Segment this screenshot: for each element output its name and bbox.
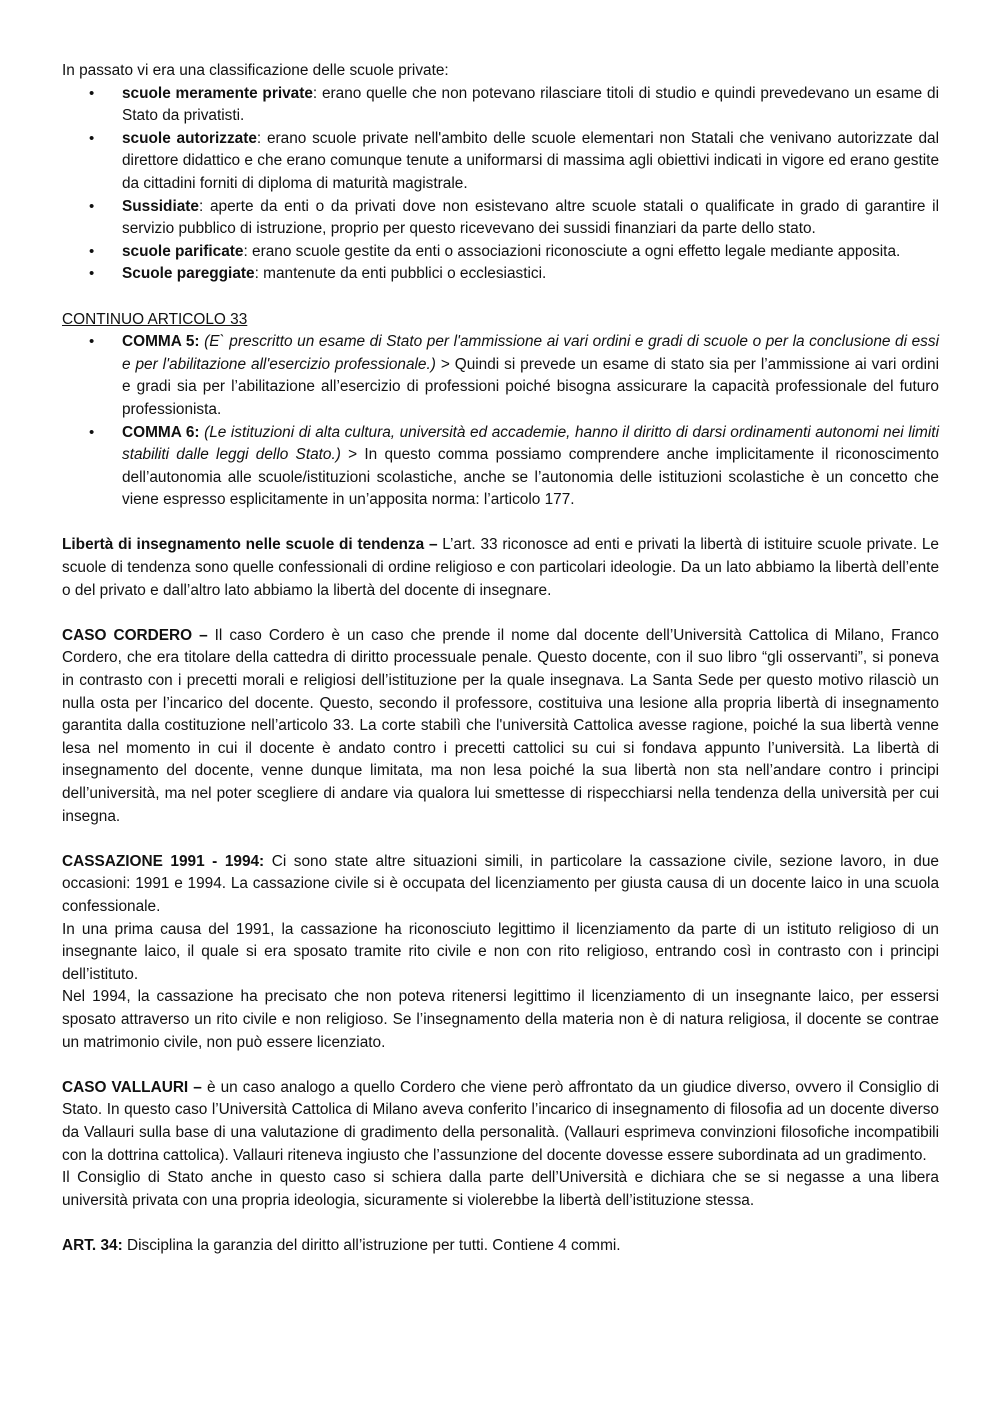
list-item-text: : mantenute da enti pubblici o ecclesiastici. <box>254 265 547 283</box>
list-item-text: : aperte da enti o da privati dove non esistevano altre scuole statali o qualificate in grado di garantire il servizio pubblico di istruzione, proprio per questo ricevevano dei sussidi finanziari da parte dello stato. <box>122 197 939 238</box>
cassazione-paragraph-3: Nel 1994, la cassazione ha precisato che non poteva ritenersi legittimo il licenziamento di un insegnante laico, per essersi sposato attraverso un rito civile e non religioso. Se l’insegnamento della materia non è di natura religiosa, il docente se contrae un matrimonio civile, non può essere licenziato. <box>62 988 939 1051</box>
liberta-title: Libertà di insegnamento nelle scuole di tendenza – <box>62 536 443 554</box>
comma-quote: (E` prescritto un esame di Stato per l'ammissione ai vari ordini e gradi di scuole o per la conclusione di essi e per l'abilitazione all'esercizio professionale.) <box>122 333 939 373</box>
cassazione-text: Ci sono state altre situazioni simili, in particolare la cassazione civile, sezione lavoro, in due occasioni: 1991 e 1994. La cassazione civile si è occupata del licenziamento per giusta causa di un docente laico in una scuola confessionale. <box>62 852 939 915</box>
list-item <box>62 241 939 264</box>
list-item-term: scuole meramente private <box>122 84 313 102</box>
list-item-term: scuole parificate <box>122 242 244 260</box>
document-page <box>62 60 939 1257</box>
list-item <box>62 196 939 241</box>
cassazione-paragraph <box>62 851 939 919</box>
liberta-text: L’art. 33 riconosce ad enti e privati la libertà di istituire scuole private. Le scuole di tendenza sono quelle confessionali di ordine religioso e con particolari ideologie. Da un lato abbiamo la libertà dell’ente o del privato e dall’altro lato abbiamo la libertà del docente di insegnare. <box>62 536 939 599</box>
comma-text: > Quindi si prevede un esame di stato sia per l’ammissione ai vari ordini e gradi sia per l’abilitazione all’esercizio di professioni poiché bisogna assicurare la capacità professionale del futuro professionista. <box>122 355 939 418</box>
cassazione-paragraph-2: In una prima causa del 1991, la cassazione ha riconosciuto legittimo il licenziamento da parte di un istituto religioso di un insegnante laico, il quale si era sposato tramite rito civile e non con rito religioso, entrando così in contrasto con i principi dell’istituto. <box>62 920 939 983</box>
art34-text: Disciplina la garanzia del diritto all’istruzione per tutti. Contiene 4 commi. <box>127 1236 621 1254</box>
private-schools-list <box>62 83 939 286</box>
art34-paragraph <box>62 1235 939 1258</box>
list-item <box>62 83 939 128</box>
comma-label: COMMA 5: <box>122 333 205 351</box>
intro-paragraph: In passato vi era una classificazione delle scuole private: <box>62 62 449 79</box>
continuo-heading: CONTINUO ARTICOLO 33 <box>62 310 248 328</box>
comma-label: COMMA 6: <box>122 423 205 441</box>
vallauri-paragraph-2: Il Consiglio di Stato anche in questo caso si schiera dalla parte dell’Università e dichiara che se si negasse a una libera università privata con una propria ideologia, sicuramente si violerebbe la libertà dell’istituzione stessa. <box>62 1169 939 1209</box>
list-item <box>62 128 939 196</box>
cassazione-title: CASSAZIONE 1991 - 1994: <box>62 852 272 870</box>
comma-text: > In questo comma possiamo comprendere anche implicitamente il riconoscimento dell’autonomia alle scuole/istituzioni scolastiche, anche se l’autonomia delle istituzioni scolastiche è un concetto che viene espresso esplicitamente in un’apposita norma: l’articolo 177. <box>122 446 939 509</box>
vallauri-text: è un caso analogo a quello Cordero che viene però affrontato da un giudice diverso, ovvero il Consiglio di Stato. In questo caso l’Università Cattolica di Milano aveva conferito l’incarico di insegnamento di filosofia ad un docente diverso da Vallauri sulla base di una valutazione di gradimento della personalità. (Vallauri esprimeva convinzioni filosofiche incompatibili con la dottrina cattolica). Vallauri riteneva ingiusto che l’assunzione del docente dovesse essere subordinata ad un gradimento. <box>62 1078 939 1164</box>
cordero-paragraph <box>62 625 939 828</box>
comma-quote: (Le istituzioni di alta cultura, università ed accademie, hanno il diritto di darsi ordinamenti autonomi nei limiti stabiliti dalle leggi dello Stato.) <box>122 423 939 464</box>
vallauri-title: CASO VALLAURI – <box>62 1078 207 1096</box>
list-item-term: scuole autorizzate <box>122 129 257 147</box>
list-item-text: : erano scuole private nell'ambito delle scuole elementari non Statali che venivano autorizzate dal direttore didattico e che erano comunque tenute a uniformarsi di massima agli obiettivi indicati in vigore ed erano gestite da cittadini forniti di diploma di maturità magistrale. <box>122 129 939 192</box>
commi-list <box>62 331 939 512</box>
list-item-text: : erano quelle che non potevano rilasciare titoli di studio e quindi prevedevano un esame di Stato da privatisti. <box>122 84 939 125</box>
cordero-text: Il caso Cordero è un caso che prende il nome dal docente dell’Università Cattolica di Milano, Franco Cordero, che era titolare della cattedra di diritto processuale penale. Questo docente, con il suo libro “gli osservanti”, si poneva in contrasto con i precetti morali e religiosi dell’istituzione per la quale insegnava. La Santa Sede per questo motivo rilasciò un nulla osta per l’incarico del docente. Questo, secondo il professore, costituiva una lesione alla propria libertà di insegnamento garantita dalla costituzione nell’articolo 33. La corte stabilì che l'università Cattolica avesse ragione, poiché la sua libertà venne lesa nel momento in cui il docente è andato contro i precetti cattolici su cui si fondava appunto l’università. La libertà di insegnamento del docente, venne dunque limitata, ma non lesa poiché la sua libertà non sta nell’andare contro i principi dell’università, ma nel poter scegliere di andare via qualora lui smettesse di rispecchiarsi nella tendenza della università per cui insegna. <box>62 626 939 825</box>
list-item <box>62 263 939 286</box>
art34-title: ART. 34: <box>62 1236 127 1254</box>
list-item-term: Sussidiate <box>122 197 199 215</box>
list-item-term: Scuole pareggiate <box>122 265 255 283</box>
liberta-paragraph <box>62 534 939 602</box>
list-item <box>62 331 939 421</box>
vallauri-paragraph <box>62 1077 939 1167</box>
list-item <box>62 422 939 512</box>
cordero-title: CASO CORDERO – <box>62 626 215 644</box>
list-item-text: : erano scuole gestite da enti o associazioni riconosciute a ogni effetto legale mediante apposita. <box>243 242 901 260</box>
